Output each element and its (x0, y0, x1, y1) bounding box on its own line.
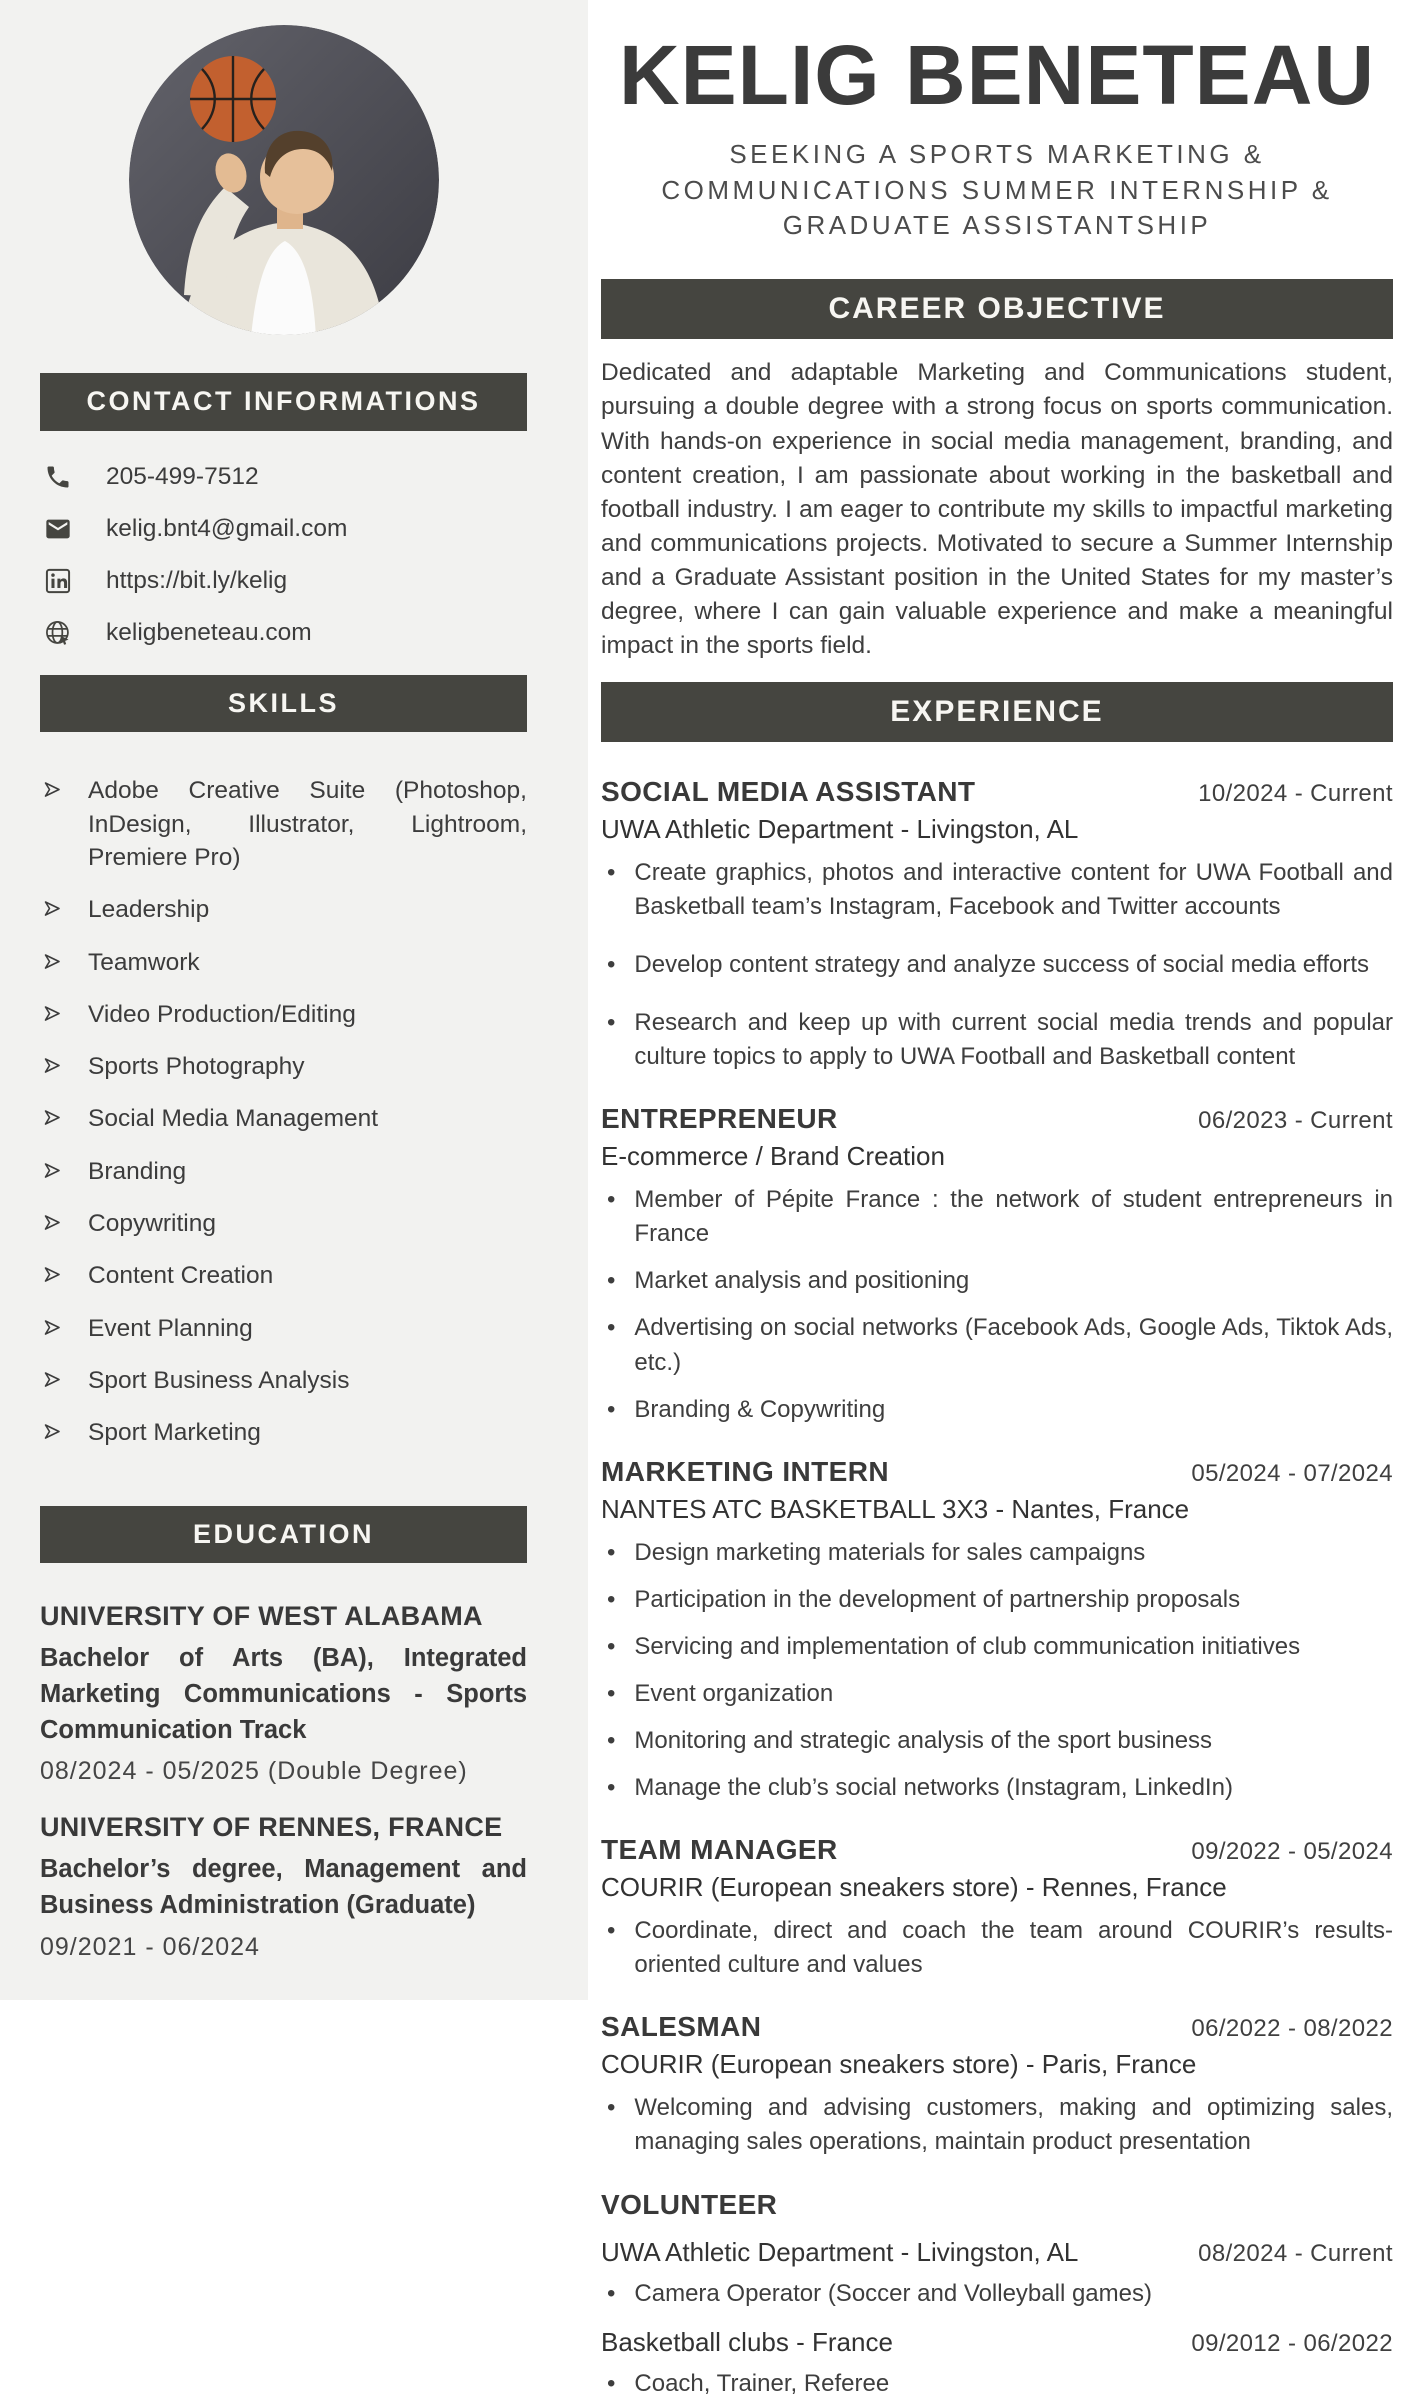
bullet-dot-icon: • (607, 1774, 616, 1802)
job-date: 06/2022 - 08/2022 (1191, 2015, 1393, 2043)
job-bullet (601, 948, 1393, 982)
phone-icon (44, 463, 72, 491)
tagline-line: GRADUATE ASSISTANTSHIP (782, 210, 1212, 241)
bullet-text: Manage the club’s social networks (Instagram, LinkedIn) (634, 1774, 1233, 1802)
volunteer-entry-header (601, 2321, 1393, 2358)
volunteer-entry (601, 2231, 1393, 2311)
experience-job (601, 2011, 1393, 2159)
bullet-dot-icon: • (607, 2279, 616, 2307)
contact-linkedin: https://bit.ly/kelig (106, 566, 288, 594)
tagline-line: COMMUNICATIONS SUMMER INTERNSHIP & (661, 174, 1333, 205)
volunteer-bullets (601, 2367, 1393, 2401)
main-column (588, 0, 1414, 2397)
contact-email: kelig.bnt4@gmail.com (106, 514, 348, 542)
career-objective-title: CAREER OBJECTIVE (601, 279, 1393, 339)
contact-row-linkedin (40, 567, 527, 595)
education-section-title: EDUCATION (40, 1506, 527, 1564)
skill-item (40, 1050, 527, 1083)
job-header (601, 1834, 1393, 1866)
volunteer-entry (601, 2321, 1393, 2401)
bullet-text: Market analysis and positioning (634, 1267, 970, 1295)
skill-label: Sport Business Analysis (88, 1367, 350, 1394)
arrow-right-icon (44, 1005, 61, 1022)
job-date: 05/2024 - 07/2024 (1191, 1459, 1393, 1487)
bullet-text: Coordinate, direct and coach the team around COURIR’s results-oriented culture and values (634, 1917, 1393, 1979)
skill-label: Copywriting (88, 1210, 216, 1238)
bullet-dot-icon: • (607, 1727, 616, 1755)
job-subtitle: COURIR (European sneakers store) - Rennes, France (601, 1872, 1227, 1903)
education-school: UNIVERSITY OF RENNES, FRANCE (40, 1812, 503, 1843)
arrow-right-icon (44, 781, 61, 798)
job-date: 06/2023 - Current (1198, 1107, 1393, 1135)
arrow-right-icon (44, 1057, 61, 1074)
job-bullets (601, 1536, 1393, 1805)
job-bullet (601, 856, 1393, 924)
skills-section-title: SKILLS (40, 675, 527, 733)
bullet-text: Design marketing materials for sales campaigns (634, 1538, 1146, 1566)
skill-item (40, 774, 527, 874)
skill-item (40, 893, 527, 926)
arrow-right-icon (44, 1214, 61, 1231)
volunteer-entry-header (601, 2231, 1393, 2268)
job-bullets (601, 1914, 1393, 1982)
contact-section-title: CONTACT INFORMATIONS (40, 373, 527, 431)
job-bullet (601, 2367, 1393, 2401)
job-bullet (601, 1677, 1393, 1711)
arrow-right-icon (44, 1371, 61, 1388)
education-school: UNIVERSITY OF WEST ALABAMA (40, 1601, 483, 1632)
skill-item (40, 1312, 527, 1345)
skill-item (40, 1259, 527, 1292)
job-bullets (601, 2091, 1393, 2159)
job-subtitle: E-commerce / Brand Creation (601, 1141, 945, 1172)
bullet-text: Camera Operator (Soccer and Volleyball games) (634, 2279, 1152, 2307)
job-title: TEAM MANAGER (601, 1834, 838, 1866)
skill-item (40, 1416, 527, 1449)
sidebar (0, 0, 588, 2000)
email-icon (44, 515, 72, 543)
contact-row-website (40, 619, 527, 647)
job-subtitle: UWA Athletic Department - Livingston, AL (601, 813, 1079, 844)
job-bullet (601, 1630, 1393, 1664)
job-title: VOLUNTEER (601, 2188, 778, 2220)
contact-row-email (40, 515, 527, 543)
job-header (601, 776, 1393, 808)
bullet-dot-icon: • (607, 858, 616, 886)
education-degree: Bachelor’s degree, Management and Business Administration (Graduate) (40, 1855, 527, 1919)
job-bullet (601, 1771, 1393, 1805)
bullet-text: Servicing and implementation of club communication initiatives (634, 1632, 1301, 1660)
bullet-text: Research and keep up with current social media trends and popular culture topics to apply to UWA Football and Basketball content (634, 1009, 1393, 1071)
job-bullet (601, 1183, 1393, 1251)
skill-item (40, 998, 527, 1031)
job-title: ENTREPRENEUR (601, 1103, 838, 1135)
job-bullet (601, 2277, 1393, 2311)
experience-job (601, 1103, 1393, 1426)
job-subtitle: NANTES ATC BASKETBALL 3X3 - Nantes, France (601, 1493, 1190, 1524)
skill-label: Event Planning (88, 1314, 253, 1342)
bullet-dot-icon: • (607, 1632, 616, 1660)
education-list (40, 1601, 527, 1961)
skill-label: Sports Photography (88, 1053, 305, 1081)
bullet-text: Monitoring and strategic analysis of the sport business (634, 1727, 1213, 1755)
job-header (601, 1456, 1393, 1488)
bullet-dot-icon: • (607, 2369, 616, 2397)
job-header (601, 1103, 1393, 1135)
job-subtitle: COURIR (European sneakers store) - Paris, France (601, 2049, 1197, 2080)
arrow-right-icon (44, 1266, 61, 1283)
profile-photo (129, 25, 439, 335)
bullet-dot-icon: • (607, 1009, 616, 1037)
experience-job (601, 776, 1393, 1074)
bullet-dot-icon: • (607, 1917, 616, 1945)
bullet-text: Branding & Copywriting (634, 1395, 886, 1423)
education-dates: 08/2024 - 05/2025 (Double Degree) (40, 1757, 468, 1786)
experience-job (601, 1834, 1393, 1982)
volunteer-date: 09/2012 - 06/2022 (1191, 2329, 1393, 2357)
job-bullet (601, 1311, 1393, 1379)
job-bullet (601, 1006, 1393, 1074)
contact-row-phone (40, 463, 527, 491)
contact-phone: 205-499-7512 (106, 462, 259, 490)
job-bullet (601, 1393, 1393, 1427)
arrow-right-icon (44, 1423, 61, 1440)
bullet-dot-icon: • (607, 1395, 616, 1423)
arrow-right-icon (44, 953, 61, 970)
job-bullet (601, 1583, 1393, 1617)
job-header (601, 2189, 1393, 2221)
experience-job (601, 1456, 1393, 1805)
career-objective-body: Dedicated and adaptable Marketing and Communications student, pursuing a double degree with a strong focus on sports communication. With hands-on experience in social media management, branding, and content creation, I am passionate about working in the basketball and football industry. I am eager to contribute my skills to impactful marketing and communications projects. Motivated to secure a Summer Internship and a Graduate Assistant position in the United States for my master’s degree, where I can gain valuable experience and make a meaningful impact in the sports field. (601, 359, 1393, 659)
education-entry (40, 1812, 527, 1961)
job-bullets (601, 856, 1393, 1074)
bullet-text: Welcoming and advising customers, making and optimizing sales, managing sales operations, maintain product presentation (634, 2094, 1393, 2156)
bullet-dot-icon: • (607, 1314, 616, 1342)
bullet-text: Participation in the development of partnership proposals (634, 1585, 1241, 1613)
skill-label: Adobe Creative Suite (Photoshop, InDesign, Illustrator, Lightroom, Premiere Pro) (88, 777, 527, 871)
bullet-dot-icon: • (607, 1267, 616, 1295)
job-title: MARKETING INTERN (601, 1455, 889, 1487)
job-bullet (601, 1914, 1393, 1982)
volunteer-bullets (601, 2277, 1393, 2311)
job-bullet (601, 1724, 1393, 1758)
arrow-right-icon (44, 1162, 61, 1179)
bullet-dot-icon: • (607, 1585, 616, 1613)
linkedin-icon (44, 567, 72, 595)
globe-icon (44, 619, 72, 647)
job-header (601, 2011, 1393, 2043)
bullet-text: Develop content strategy and analyze success of social media efforts (634, 951, 1370, 979)
bullet-dot-icon: • (607, 1538, 616, 1566)
job-date: 09/2022 - 05/2024 (1191, 1838, 1393, 1866)
skill-label: Video Production/Editing (88, 1000, 356, 1028)
skill-label: Teamwork (88, 948, 200, 976)
skill-item (40, 1364, 527, 1397)
skill-label: Branding (88, 1157, 187, 1185)
person-name: KELIG BENETEAU (618, 28, 1376, 122)
education-entry (40, 1601, 527, 1786)
skill-item (40, 1102, 527, 1135)
skills-list (40, 774, 527, 1449)
education-dates: 09/2021 - 06/2024 (40, 1932, 260, 1961)
job-bullet (601, 1536, 1393, 1570)
bullet-dot-icon: • (607, 2094, 616, 2122)
skill-item (40, 946, 527, 979)
volunteer-subtitle: UWA Athletic Department - Livingston, AL (601, 2236, 1079, 2267)
bullet-text: Event organization (634, 1679, 834, 1707)
job-bullets (601, 1183, 1393, 1426)
bullet-text: Advertising on social networks (Facebook Ads, Google Ads, Tiktok Ads, etc.) (634, 1314, 1393, 1376)
contact-website: keligbeneteau.com (106, 618, 312, 646)
tagline (601, 137, 1393, 243)
tagline-line: SEEKING A SPORTS MARKETING & (729, 139, 1265, 170)
contact-list (40, 463, 527, 647)
arrow-right-icon (44, 1319, 61, 1336)
arrow-right-icon (44, 1109, 61, 1126)
arrow-right-icon (44, 900, 61, 917)
job-title: SALESMAN (601, 2011, 762, 2043)
skill-item (40, 1207, 527, 1240)
skill-label: Sport Marketing (88, 1419, 261, 1447)
experience-job-volunteer (601, 2189, 1393, 2401)
volunteer-subtitle: Basketball clubs - France (601, 2326, 893, 2357)
bullet-text: Member of Pépite France : the network of student entrepreneurs in France (634, 1186, 1393, 1248)
job-title: SOCIAL MEDIA ASSISTANT (601, 775, 976, 807)
experience-section-title: EXPERIENCE (601, 682, 1393, 742)
skill-label: Leadership (88, 896, 210, 924)
education-degree: Bachelor of Arts (BA), Integrated Marketing Communications - Sports Communication Track (40, 1644, 527, 1744)
volunteer-date: 08/2024 - Current (1198, 2239, 1393, 2267)
bullet-text: Create graphics, photos and interactive content for UWA Football and Basketball team’s Instagram, Facebook and Twitter accounts (634, 858, 1393, 920)
bullet-dot-icon: • (607, 1679, 616, 1707)
job-date: 10/2024 - Current (1198, 779, 1393, 807)
skill-label: Content Creation (88, 1262, 274, 1290)
bullet-dot-icon: • (607, 1186, 616, 1214)
bullet-dot-icon: • (607, 951, 616, 979)
job-bullet (601, 2091, 1393, 2159)
skill-item (40, 1155, 527, 1188)
bullet-text: Coach, Trainer, Referee (634, 2369, 890, 2397)
job-bullet (601, 1264, 1393, 1298)
skill-label: Social Media Management (88, 1105, 379, 1133)
